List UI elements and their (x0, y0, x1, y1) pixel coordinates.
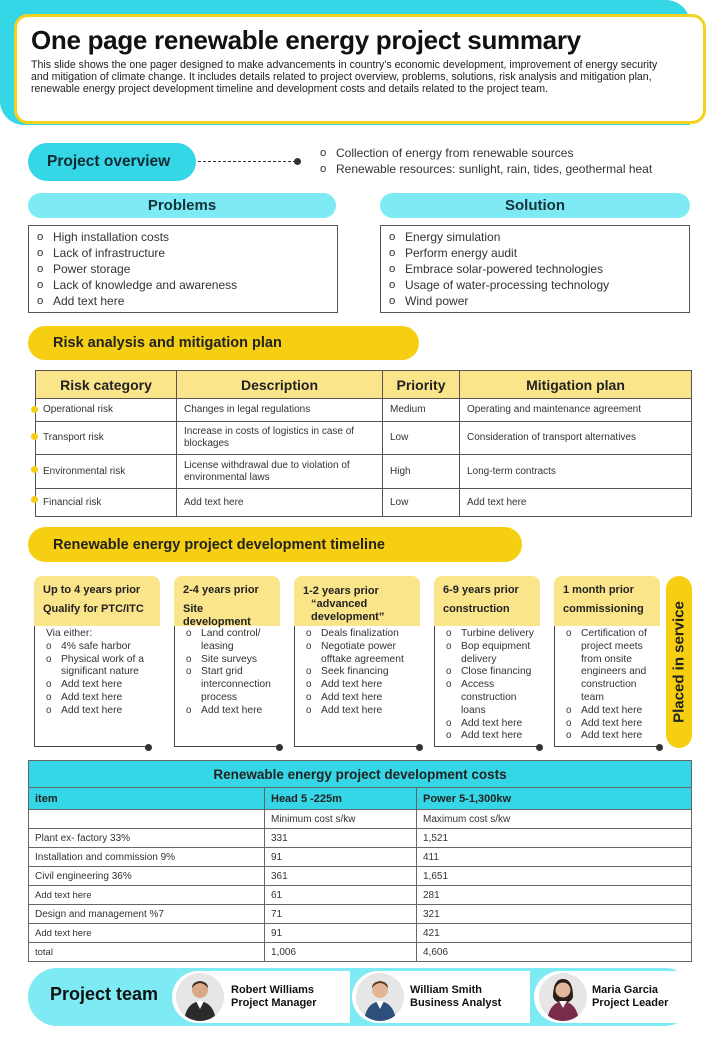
project-team-label: Project team (50, 984, 159, 1004)
overview-connector-dot (294, 158, 301, 165)
risk-col-mitigation: Mitigation plan (460, 371, 692, 399)
table-cell: 1,651 (417, 867, 692, 886)
list-item: o Add text here (444, 718, 536, 731)
table-cell: Operating and maintenance agreement (460, 399, 692, 422)
table-cell: Add text here (177, 489, 383, 517)
table-cell: Long-term contracts (460, 455, 692, 489)
table-cell: Add text here (29, 886, 265, 905)
stage-list (444, 628, 536, 743)
table-cell (29, 810, 265, 829)
table-cell: total (29, 943, 265, 962)
table-cell: 281 (417, 886, 692, 905)
list-item: o Add text here (44, 692, 146, 705)
problems-box (28, 225, 338, 313)
page-title: One page renewable energy project summary (31, 25, 581, 55)
timeline-stage-body (174, 626, 280, 747)
table-cell: Environmental risk (36, 455, 177, 489)
timeline-section-label-text: Renewable energy project development timeline (53, 536, 385, 553)
table-cell: Financial risk (36, 489, 177, 517)
table-cell: High (383, 455, 460, 489)
table-cell: Installation and commission 9% (29, 848, 265, 867)
risk-col-description: Description (177, 371, 383, 399)
risk-table-header (36, 371, 692, 399)
list-item: o Land control/ leasing (184, 628, 276, 654)
header-card (14, 14, 706, 124)
list-item: o Add text here (564, 705, 656, 718)
table-row (29, 924, 692, 943)
person-icon (356, 973, 404, 1021)
table-cell: Add text here (460, 489, 692, 517)
avatar (356, 973, 404, 1021)
table-cell: 321 (417, 905, 692, 924)
table-row (29, 905, 692, 924)
stage-subtitle: construction (443, 603, 510, 615)
list-item: o Add text here (564, 730, 656, 743)
timeline-stage-body (554, 626, 660, 747)
person-icon (539, 973, 587, 1021)
timeline-stage-body (434, 626, 540, 747)
stage-list (44, 641, 146, 718)
table-cell: Increase in costs of logistics in case of blockages (177, 422, 383, 455)
risk-row-bullet (31, 433, 38, 440)
list-item: o Physical work of a significant nature (44, 654, 146, 680)
project-overview-label (28, 143, 196, 181)
list-item: o Bop equipment delivery (444, 641, 536, 667)
stage-title: 1-2 years prior (303, 585, 379, 597)
risk-col-category: Risk category (36, 371, 177, 399)
list-item: o Lack of infrastructure (35, 245, 331, 261)
costs-table-title-row (29, 761, 692, 788)
table-cell: Operational risk (36, 399, 177, 422)
table-row (36, 399, 692, 422)
solution-label (380, 193, 690, 218)
table-cell: Low (383, 422, 460, 455)
list-item: o Collection of energy from renewable sources (318, 146, 663, 162)
timeline-stage-header (554, 576, 660, 626)
table-cell: 91 (265, 848, 417, 867)
list-item: o Embrace solar-powered technologies (387, 261, 683, 277)
avatar (176, 973, 224, 1021)
table-row (29, 848, 692, 867)
list-item: o Add text here (304, 705, 416, 718)
list-item: o Certification of project meets from onsite engineers and construction team (564, 628, 656, 705)
table-cell: Minimum cost s/kw (265, 810, 417, 829)
list-item: o Close financing (444, 666, 536, 679)
member-name: Maria Garcia (592, 984, 659, 996)
risk-row-bullet (31, 496, 38, 503)
list-item: o Seek financing (304, 666, 416, 679)
table-cell: Design and management %7 (29, 905, 265, 924)
stage-subtitle: Site development (183, 603, 251, 628)
table-cell: 411 (417, 848, 692, 867)
avatar (539, 973, 587, 1021)
timeline-stage-header (174, 576, 280, 626)
stage-end-dot (145, 744, 152, 751)
stage-list (564, 628, 656, 743)
table-row (36, 455, 692, 489)
stage-end-dot (276, 744, 283, 751)
costs-col-head: Head 5 -225m (265, 788, 417, 810)
member-role: Project Leader (592, 997, 669, 1009)
page-description: This slide shows the one pager designed to make advancements in country's economic development, improvement of energy security and mitigation of climate change. It includes details related to project overview, problems, solutions, risk analysis and mitigation plan, renewable energy project development timeline and development costs and details related to the project team. (31, 59, 658, 95)
project-overview-text: Project overview (47, 153, 171, 170)
list-item: o Add text here (35, 293, 331, 309)
stage-list (184, 628, 276, 718)
list-item: o Negotiate power offtake agreement (304, 641, 416, 667)
problems-list (29, 226, 337, 312)
table-cell: Medium (383, 399, 460, 422)
table-cell: 1,521 (417, 829, 692, 848)
table-cell: Maximum cost s/kw (417, 810, 692, 829)
timeline-stage-header (294, 576, 420, 626)
stage-title: 2-4 years prior (183, 584, 259, 596)
timeline-stage-header (34, 576, 160, 626)
stage-end-dot (536, 744, 543, 751)
list-item: o 4% safe harbor (44, 641, 146, 654)
table-row (29, 943, 692, 962)
risk-row-bullet (31, 466, 38, 473)
table-cell: Changes in legal regulations (177, 399, 383, 422)
stage-title: 1 month prior (563, 584, 634, 596)
placed-in-service-label (666, 576, 692, 748)
table-cell: 361 (265, 867, 417, 886)
list-item: o Usage of water-processing technology (387, 277, 683, 293)
table-cell: License withdrawal due to violation of environmental laws (177, 455, 383, 489)
risk-row-bullet (31, 406, 38, 413)
placed-in-service-text: Placed in service (670, 601, 688, 723)
table-row (29, 829, 692, 848)
list-item: o Add text here (444, 730, 536, 743)
risk-section-label (28, 326, 419, 360)
stage-subtitle: Qualify for PTC/ITC (43, 603, 144, 615)
list-item: o High installation costs (35, 229, 331, 245)
team-member-1 (231, 984, 317, 1010)
stage-subtitle: “advanced development” (311, 598, 385, 623)
stage-list (304, 628, 416, 718)
list-item: o Add text here (564, 718, 656, 731)
list-item: o Wind power (387, 293, 683, 309)
solution-box (380, 225, 690, 313)
costs-table-title: Renewable energy project development costs (29, 761, 692, 788)
table-cell: 91 (265, 924, 417, 943)
team-member-2 (410, 984, 501, 1010)
table-cell: 1,006 (265, 943, 417, 962)
risk-section-label-text: Risk analysis and mitigation plan (53, 335, 282, 351)
solution-label-text: Solution (505, 197, 565, 214)
list-item: o Renewable resources: sunlight, rain, tides, geothermal heat (318, 162, 663, 178)
costs-table (28, 760, 692, 962)
table-cell: Plant ex- factory 33% (29, 829, 265, 848)
list-item: o Turbine delivery (444, 628, 536, 641)
table-row (29, 886, 692, 905)
stage-end-dot (416, 744, 423, 751)
table-cell: Transport risk (36, 422, 177, 455)
solution-list (381, 226, 689, 312)
overview-list (318, 146, 663, 177)
stage-subtitle: commissioning (563, 603, 644, 615)
member-role: Project Manager (231, 997, 317, 1009)
table-cell: Add text here (29, 924, 265, 943)
person-icon (176, 973, 224, 1021)
table-cell: 71 (265, 905, 417, 924)
table-cell: Consideration of transport alternatives (460, 422, 692, 455)
table-cell: Low (383, 489, 460, 517)
overview-connector (198, 161, 296, 162)
team-member-3 (592, 984, 668, 1010)
timeline-stage-header (434, 576, 540, 626)
table-cell: 421 (417, 924, 692, 943)
list-item: o Add text here (44, 679, 146, 692)
costs-subheader-row (29, 810, 692, 829)
timeline-section-label (28, 527, 522, 562)
stage-title: 6-9 years prior (443, 584, 519, 596)
list-item: o Perform energy audit (387, 245, 683, 261)
list-item: o Energy simulation (387, 229, 683, 245)
list-item: o Add text here (184, 705, 276, 718)
risk-table (35, 370, 692, 517)
table-cell: 331 (265, 829, 417, 848)
list-item: o Add text here (304, 692, 416, 705)
list-item: o Add text here (304, 679, 416, 692)
table-row (36, 422, 692, 455)
table-row (36, 489, 692, 517)
costs-table-header (29, 788, 692, 810)
costs-col-power: Power 5-1,300kw (417, 788, 692, 810)
table-cell: Civil engineering 36% (29, 867, 265, 886)
member-name: William Smith (410, 984, 483, 996)
list-item: o Power storage (35, 261, 331, 277)
problems-label (28, 193, 336, 218)
list-item: o Add text here (44, 705, 146, 718)
list-item: o Site surveys (184, 654, 276, 667)
list-item: o Lack of knowledge and awareness (35, 277, 331, 293)
stage-title: Up to 4 years prior (43, 584, 141, 596)
list-item: o Access construction loans (444, 679, 536, 717)
member-name: Robert Williams (231, 984, 315, 996)
timeline-stage-body (294, 626, 420, 747)
stage-intro: Via either: (46, 628, 93, 639)
table-cell: 4,606 (417, 943, 692, 962)
list-item: o Deals finalization (304, 628, 416, 641)
table-cell: 61 (265, 886, 417, 905)
risk-col-priority: Priority (383, 371, 460, 399)
stage-end-dot (656, 744, 663, 751)
list-item: o Start grid interconnection process (184, 666, 276, 704)
member-role: Business Analyst (410, 997, 502, 1009)
table-row (29, 867, 692, 886)
problems-label-text: Problems (147, 197, 217, 214)
timeline-stage-body (34, 626, 150, 747)
costs-col-item: item (29, 788, 265, 810)
